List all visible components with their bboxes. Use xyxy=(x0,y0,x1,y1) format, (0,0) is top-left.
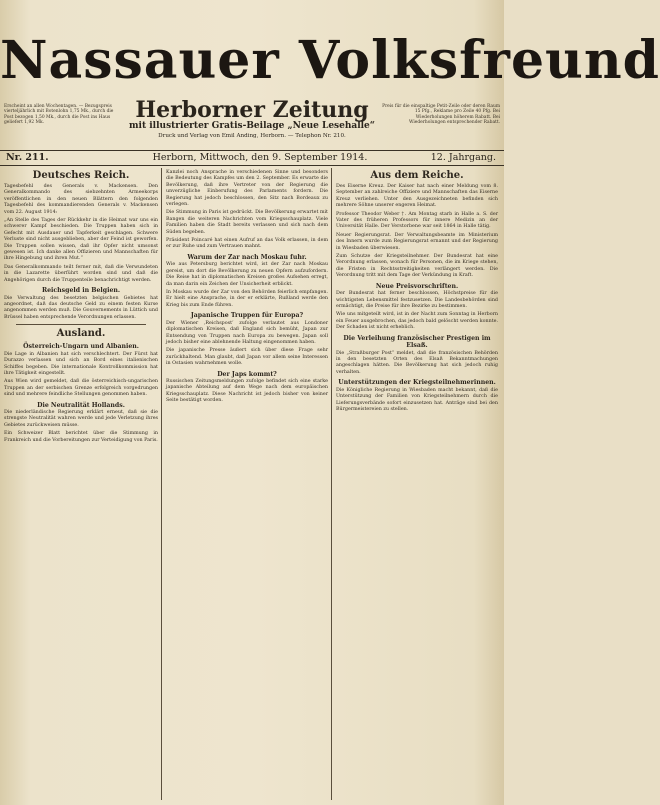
column-right xyxy=(336,170,498,800)
imprint-line: Druck und Verlag von Emil Anding, Herborn. — Telephon Nr. 210. xyxy=(158,133,346,139)
article-text: Die Königliche Regierung in Wiesbaden macht bekannt, daß die Unterstützung der Familien von Kriegsteilnehmern durch die Lieferungsverbände sofort einzusetzen hat. Anträge sind bei den Bürgermeistereien zu stellen. xyxy=(336,387,498,412)
article-heading: Der Japs kommt? xyxy=(217,370,277,378)
article-text: Die „Straßburger Post“ meldet, daß die französischen Behörden in den besetzten Orten des Elsaß Bekanntmachungen angeschlagen hätten. Die Bevölkerung hat sich jedoch ruhig verhalten. xyxy=(336,350,498,375)
article-text: Aus Wien wird gemeldet, daß die österreichisch-ungarischen Truppen an der serbischen Grenze erfolgreich vorgedrungen sind und mehrere feindliche Stellungen genommen haben. xyxy=(4,379,158,398)
dateline-bar xyxy=(0,150,504,166)
column-divider xyxy=(161,168,162,800)
article-heading: Die Neutralität Hollands. xyxy=(37,401,125,409)
section-heading: Deutsches Reich. xyxy=(32,170,130,181)
column-left xyxy=(4,170,158,800)
article-text: Der Wiener ‚Reichspost‘ zufolge verlautet aus Londoner diplomatischen Kreisen, daß England sich bemüht, Japan zur Entsendung von Truppen nach Europa zu bewegen. Japan soll jedoch bisher eine ablehnende Haltung eingenommen haben. xyxy=(166,320,328,345)
section-heading: Ausland. xyxy=(56,328,106,340)
volume-number: 12. Jahrgang. xyxy=(430,152,496,163)
article-text: Des Eiserne Kreuz. Der Kaiser hat nach einer Meldung vom 8. September an zahlreiche Offiziere und Mannschaften das Eiserne Kreuz verliehen. Unter den Ausgezeichneten befinden sich mehrere Söhne unserer engeren Heimat. xyxy=(336,184,498,209)
newspaper-title: Nassauer Volksfreund xyxy=(0,30,660,91)
issue-date: Herborn, Mittwoch, den 9. September 1914. xyxy=(152,152,368,163)
column-divider xyxy=(331,168,332,800)
masthead xyxy=(0,0,660,148)
section-separator xyxy=(16,324,146,325)
article-text: Die niederländische Regierung erklärt erneut, daß sie die strengste Neutralität wahren werde und jede Verletzung ihres Gebietes zurückweisen müsse. xyxy=(4,410,158,428)
article-heading: Unterstützungen der Kriegsteilnehmerinnen. xyxy=(338,379,496,387)
article-text: Wie uns mitgeteilt wird, ist in der Nacht zum Sonntag in Herborn ein Feuer ausgebrochen, das jedoch bald gelöscht werden konnte. Der Schaden ist nicht erheblich. xyxy=(336,312,498,331)
article-text: Wie aus Petersburg berichtet wird, ist der Zar nach Moskau gereist, um dort die Bevölkerung zu neuen Opfern aufzufordern. Die Reise hat in diplomatischen Kreisen großes Aufsehen erregt, da man darin ein Zeichen der Unsicherheit erblickt. xyxy=(166,262,328,287)
article-text: Das Generalkommando teilt ferner mit, daß die Verwundeten in die Lazarette überführt worden sind und daß die Angehörigen durch die Truppenteile benachrichtigt werden. xyxy=(4,264,158,283)
article-text: Zum Schutze der Kriegsteilnehmer. Der Bundesrat hat eine Verordnung erlassen, wonach für Personen, die im Kriege stehen, die Fristen in Rechtsstreitigkeiten verlängert werden. Die Verordnung tritt mit dem Tage der Verkündung in Kraft. xyxy=(336,254,498,279)
column-middle xyxy=(166,170,328,800)
article-heading: Warum der Zar nach Moskau fuhr. xyxy=(187,253,307,261)
article-text: Die Lage in Albanien hat sich verschlechtert. Der Fürst hat Durazzo verlassen und sich an Bord eines italienischen Schiffes begeben. Die internationale Kontrollkommission hat ihre Tätigkeit eingestellt. xyxy=(4,351,158,376)
supplement-line: mit illustrierter Gratis-Beilage „Neue Lesehalle“ xyxy=(129,121,375,131)
newspaper-subtitle: Herborner Zeitung xyxy=(135,97,369,123)
article-text: Die Verwaltung des besetzten belgischen Gebietes hat angeordnet, daß das deutsche Geld zu einem festen Kurse angenommen werden muß. Die Gouvernements in Lüttich und Brüssel haben entsprechende Verordnungen erlassen. xyxy=(4,295,158,320)
article-text: Neuer Regierungsrat. Der Verwaltungsbeamte im Ministerium des Innern wurde zum Regierungsrat ernannt und der Regierung in Wiesbaden überwiesen. xyxy=(336,232,498,251)
article-text: Präsident Poincaré hat einen Aufruf an das Volk erlassen, in dem er zur Ruhe und zum Vertrauen mahnt. xyxy=(166,238,328,250)
section-heading: Aus dem Reiche. xyxy=(370,170,464,181)
article-text: Die japanische Presse äußert sich über diese Frage sehr zurückhaltend. Man glaubt, daß Japan vor allem seine Interessen in Ostasien wahrnehmen wolle. xyxy=(166,348,328,367)
article-heading: Österreich-Ungarn und Albanien. xyxy=(23,343,139,351)
article-text: Kanzlei noch Ansprache in verschiedenen Sinne und besonders die Bedeutung des Kampfes um den 2. September. Es erwarte die Bevölkerung, daß ihre Vertreter von der Regierung die unverzügliche Einberufung des Parlaments fordern. Die Regierung hat jedoch beschlossen, den Sitz nach Bordeaux zu verlegen. xyxy=(166,170,328,208)
article-text: Tagesbefehl des Generals v. Mackensen. Den Generalkommando des siebzehnten Armeekorps veröffentlichen in den neuen Blättern den folgenden Tagesbefehl des kommandierenden Generals v. Mackensen vom 22. August 1914: xyxy=(4,184,158,215)
advertising-rates-box: Preis für die einspaltige Petit-Zeile oder deren Raum 15 Pfg., Reklame pro Zeile 40 Pfg. Bei Wiederholungen höherem Rabatt. Bei Wiederholungen entsprechender Rabatt. xyxy=(382,104,500,125)
issue-number: Nr. 211. xyxy=(6,152,49,163)
article-text: Der Bundesrat hat ferner beschlossen, Höchstpreise für die wichtigsten Lebensmittel festzusetzen. Die Landesbehörden sind ermächtigt, die Preise für ihre Bezirke zu bestimmen. xyxy=(336,291,498,309)
article-text: Die Stimmung in Paris ist gedrückt. Die Bevölkerung erwartet mit Bangen die weiteren Nachrichten vom Kriegsschauplatz. Viele Familien haben die Stadt bereits verlassen und sich nach dem Süden begeben. xyxy=(166,210,328,235)
article-text: Ein Schweizer Blatt berichtet über die Stimmung in Frankreich und die Vorbereitungen zur Verteidigung von Paris. xyxy=(4,431,158,443)
article-text: „An Stelle des Tages der Rückkehr in die Heimat war uns ein schwerer Kampf beschieden. Die Truppen haben sich in Gefecht mit Ausdauer und Tapferkeit geschlagen. Schwere Verluste sind nicht ausgeblieben, aber der Feind ist geworfen. Die Truppen sollen wissen, daß ihr Opfer nicht umsonst gewesen ist. Ich danke allen Offizieren und Mannschaften für ihre Hingebung und ihren Mut.“ xyxy=(4,218,158,262)
article-heading: Die Verleihung französischer Prestigen im Elsaß. xyxy=(343,334,491,350)
article-text: In Moskau wurde der Zar von den Behörden feierlich empfangen. Er hielt eine Ansprache, in der er erklärte, Rußland werde den Krieg bis zum Ende führen. xyxy=(166,290,328,308)
subscription-info-box: Erscheint an allen Wochentagen. — Bezugspreis vierteljährlich mit Botenlohn 1,75 Mk., durch die Post bezogen 1,50 Mk., durch die Post ins Haus geliefert 1,92 Mk. xyxy=(4,104,114,125)
article-text: Professor Theodor Weber †. Am Montag starb in Halle a. S. der Vater des früheren Professors für innere Medizin an der Universität Halle. Der Verstorbene war seit 1864 in Halle tätig. xyxy=(336,211,498,230)
article-heading: Japanische Truppen für Europa? xyxy=(190,312,304,320)
article-heading: Reichsgeld in Belgien. xyxy=(41,287,121,295)
article-heading: Neue Preisvorschriften. xyxy=(375,282,459,290)
article-text: Russischen Zeitungsmeldungen zufolge befindet sich eine starke japanische Abteilung auf dem Wege nach dem europäischen Kriegsschauplatz. Diese Nachricht ist jedoch bisher von keiner Seite bestätigt worden. xyxy=(166,379,328,404)
